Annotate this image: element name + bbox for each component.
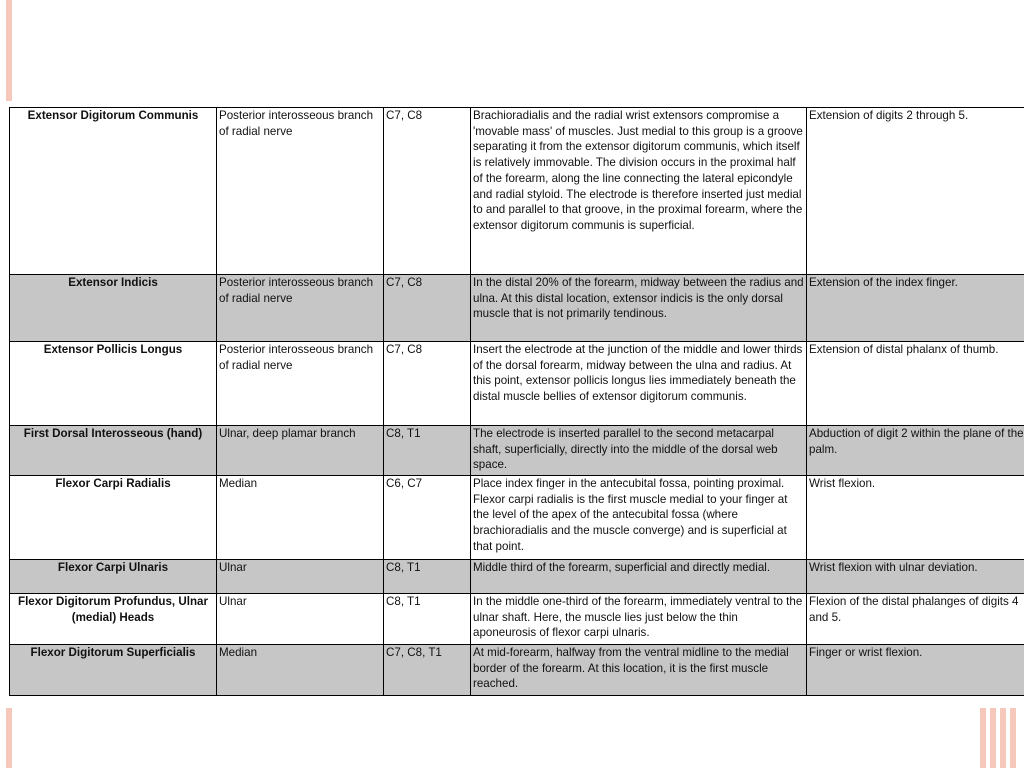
table-row — [10, 594, 1024, 645]
table-row — [10, 108, 1024, 275]
root-cell: C8, T1 — [384, 560, 471, 594]
table-row — [10, 560, 1024, 594]
root-cell: C7, C8, T1 — [384, 645, 471, 696]
muscle-name-cell: Extensor Digitorum Communis — [10, 108, 217, 275]
muscle-name-cell: Flexor Carpi Radialis — [10, 476, 217, 560]
muscle-name-cell: Flexor Carpi Ulnaris — [10, 560, 217, 594]
root-cell: C6, C7 — [384, 476, 471, 560]
root-cell: C7, C8 — [384, 342, 471, 426]
action-cell: Wrist flexion. — [807, 476, 1024, 560]
placement-cell: Brachioradialis and the radial wrist extensors compromise a 'movable mass' of muscles. Just medial to this group is a groove separating it from the extensor digitorum communis, which itself is relatively immovable. The division occurs in the proximal half of the forearm, along the line connecting the lateral epicondyle and radial styloid. The electrode is therefore inserted just medial to and parallel to that groove, in the proximal forearm, where the extensor digitorum communis is superficial. — [471, 108, 807, 275]
table-row — [10, 342, 1024, 426]
muscle-name-cell: Flexor Digitorum Superficialis — [10, 645, 217, 696]
nerve-cell: Posterior interosseous branch of radial nerve — [217, 342, 384, 426]
nerve-cell: Ulnar — [217, 594, 384, 645]
root-cell: C7, C8 — [384, 108, 471, 275]
root-cell: C8, T1 — [384, 594, 471, 645]
table-row — [10, 476, 1024, 560]
placement-cell: Place index finger in the antecubital fossa, pointing proximal. Flexor carpi radialis is the first muscle medial to your finger at the level of the apex of the antecubital fossa (where brachioradialis and the muscle converge) and is superficial at that point. — [471, 476, 807, 560]
action-cell: Extension of distal phalanx of thumb. — [807, 342, 1024, 426]
muscle-name-cell: Extensor Pollicis Longus — [10, 342, 217, 426]
decorative-stripe-bottom-right — [980, 708, 986, 768]
muscle-name-cell: Flexor Digitorum Profundus, Ulnar (medial) Heads — [10, 594, 217, 645]
placement-cell: In the distal 20% of the forearm, midway between the radius and ulna. At this distal location, extensor indicis is the only dorsal muscle that is not primarily tendinous. — [471, 275, 807, 342]
nerve-cell: Posterior interosseous branch of radial nerve — [217, 275, 384, 342]
nerve-cell: Median — [217, 476, 384, 560]
action-cell: Flexion of the distal phalanges of digits 4 and 5. — [807, 594, 1024, 645]
decorative-stripe-bottom-right — [990, 708, 996, 768]
placement-cell: Insert the electrode at the junction of the middle and lower thirds of the dorsal forearm, midway between the ulna and radius. At this point, extensor pollicis longus lies immediately beneath the distal muscle bellies of extensor digitorum communis. — [471, 342, 807, 426]
root-cell: C7, C8 — [384, 275, 471, 342]
table-row — [10, 275, 1024, 342]
decorative-stripe-bottom-right — [1000, 708, 1006, 768]
placement-cell: In the middle one-third of the forearm, immediately ventral to the ulnar shaft. Here, the muscle lies just below the thin aponeurosis of flexor carpi ulnaris. — [471, 594, 807, 645]
table-row — [10, 426, 1024, 476]
nerve-cell: Ulnar — [217, 560, 384, 594]
nerve-cell: Ulnar, deep plamar branch — [217, 426, 384, 476]
placement-cell: The electrode is inserted parallel to the second metacarpal shaft, superficially, directly into the middle of the dorsal web space. — [471, 426, 807, 476]
nerve-cell: Median — [217, 645, 384, 696]
root-cell: C8, T1 — [384, 426, 471, 476]
muscle-name-cell: First Dorsal Interosseous (hand) — [10, 426, 217, 476]
action-cell: Abduction of digit 2 within the plane of the palm. — [807, 426, 1024, 476]
decorative-stripe-top-left — [6, 0, 12, 101]
table-row — [10, 645, 1024, 696]
decorative-stripe-bottom-left — [6, 708, 12, 768]
decorative-stripe-bottom-right — [1010, 708, 1016, 768]
action-cell: Finger or wrist flexion. — [807, 645, 1024, 696]
action-cell: Extension of the index finger. — [807, 275, 1024, 342]
placement-cell: At mid-forearm, halfway from the ventral midline to the medial border of the forearm. At this location, it is the first muscle reached. — [471, 645, 807, 696]
placement-cell: Middle third of the forearm, superficial and directly medial. — [471, 560, 807, 594]
muscle-name-cell: Extensor Indicis — [10, 275, 217, 342]
nerve-cell: Posterior interosseous branch of radial nerve — [217, 108, 384, 275]
muscle-emg-table — [9, 107, 1024, 696]
action-cell: Wrist flexion with ulnar deviation. — [807, 560, 1024, 594]
action-cell: Extension of digits 2 through 5. — [807, 108, 1024, 275]
